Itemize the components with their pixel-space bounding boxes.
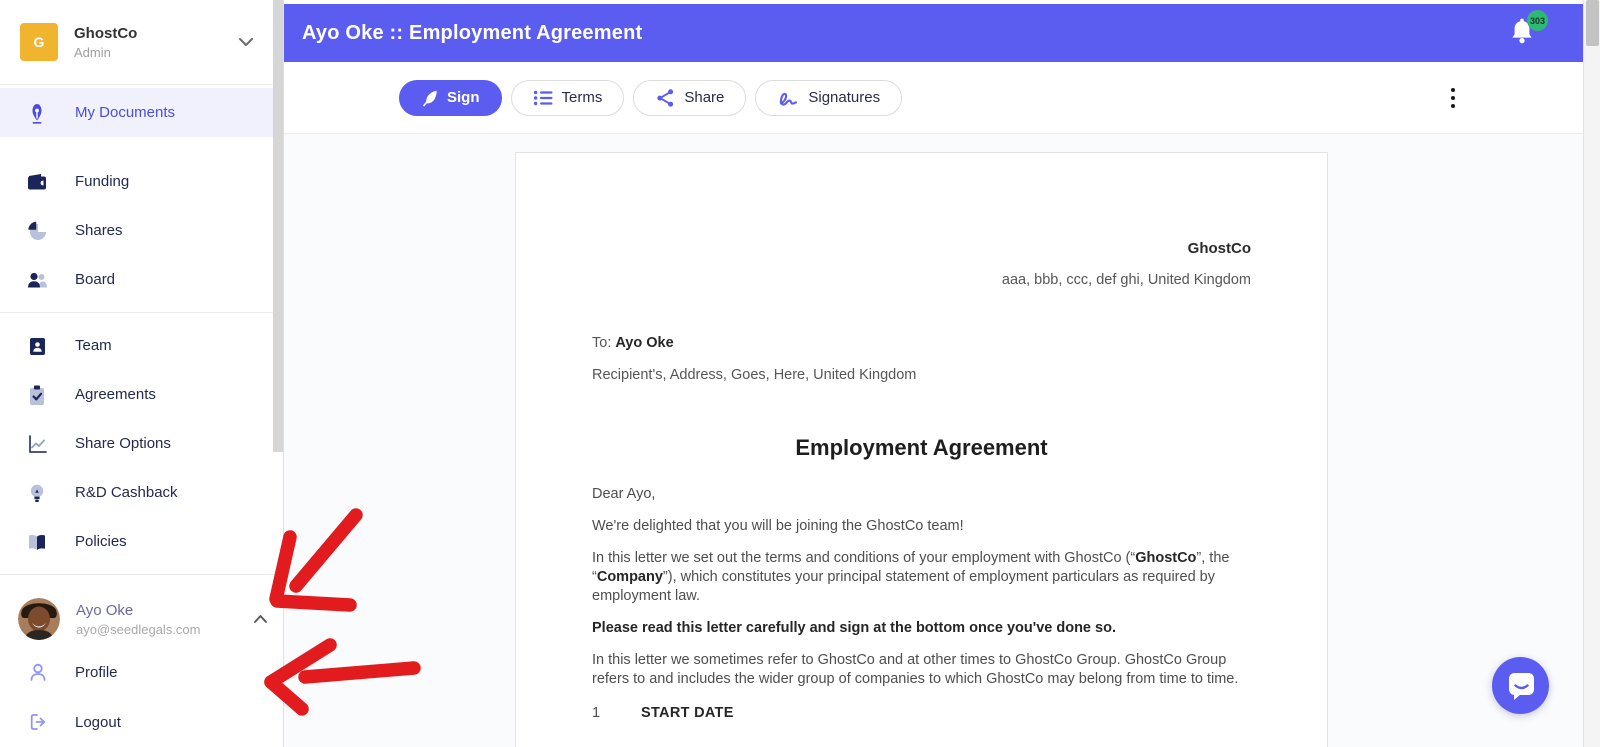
chevron-up-icon[interactable] <box>254 615 267 623</box>
sidebar-item-label: R&D Cashback <box>75 484 178 501</box>
main-area <box>284 0 1583 747</box>
sidebar <box>0 0 284 747</box>
notifications-bell-icon[interactable] <box>1509 15 1546 48</box>
user-email: ayo@seedlegals.com <box>76 621 201 637</box>
sidebar-item-funding[interactable] <box>0 157 273 206</box>
people-icon <box>25 269 49 291</box>
user-name: Ayo Oke <box>76 601 134 619</box>
share-icon <box>655 88 675 108</box>
company-address-block <box>592 239 1251 290</box>
sidebar-item-label: Share Options <box>75 435 171 452</box>
pie-chart-icon <box>25 220 49 242</box>
paragraph-terms: In this letter we set out the terms and conditions of your employment with GhostCo (“GhostCo”, the “Company”), which constitutes your principal statement of employment particulars as required by employment law. <box>592 550 1230 604</box>
sidebar-item-team[interactable] <box>0 321 273 370</box>
sidebar-item-profile[interactable] <box>0 647 283 697</box>
page-header <box>284 4 1583 62</box>
clipboard-check-icon <box>25 384 49 406</box>
divider <box>0 574 283 575</box>
company-name: GhostCo <box>74 24 138 42</box>
sidebar-item-label: Policies <box>75 533 127 550</box>
sidebar-item-label: Board <box>75 271 116 288</box>
paragraph-read-carefully: Please read this letter carefully and sign at the bottom once you've done so. <box>592 620 1116 636</box>
logout-icon <box>27 711 49 733</box>
salutation: Dear Ayo, <box>592 486 656 502</box>
company-role: Admin <box>74 44 111 60</box>
chevron-down-icon[interactable] <box>239 38 253 47</box>
terms-button[interactable] <box>511 80 625 116</box>
divider <box>0 312 283 313</box>
document-toolbar <box>284 62 1583 134</box>
person-icon <box>27 661 49 683</box>
paragraph-welcome: We're delighted that you will be joining the GhostCo team! <box>592 518 964 534</box>
company-avatar: G <box>20 23 58 61</box>
page-scrollbar[interactable] <box>1583 0 1600 747</box>
document-viewer <box>284 134 1583 747</box>
sidebar-nav <box>0 85 283 575</box>
wallet-icon <box>25 171 49 193</box>
section-number: 1 <box>592 705 601 721</box>
document-page <box>515 152 1328 747</box>
page-scrollbar-thumb[interactable] <box>1586 0 1599 46</box>
recipient-address: Recipient's, Address, Goes, Here, United Kingdom <box>592 367 917 383</box>
button-label: Signatures <box>808 89 881 106</box>
sidebar-item-label: Profile <box>75 663 118 681</box>
notification-count-badge: 303 <box>1527 10 1548 31</box>
pen-nib-icon <box>25 101 49 124</box>
sidebar-item-label: Logout <box>75 713 121 731</box>
sidebar-item-rd-cashback[interactable] <box>0 468 273 517</box>
sidebar-item-agreements[interactable] <box>0 370 273 419</box>
sidebar-item-label: Shares <box>75 222 123 239</box>
list-icon <box>533 89 553 107</box>
paragraph-group: In this letter we sometimes refer to GhostCo and at other times to GhostCo Group. GhostCo Group refers to and includes the wider group of companies to which GhostCo may belong from time to time. <box>592 652 1239 687</box>
user-meta <box>76 602 200 637</box>
sign-button[interactable] <box>399 80 502 116</box>
document-title: Employment Agreement <box>795 435 1048 460</box>
user-menu[interactable] <box>0 583 283 647</box>
chat-launcher-button[interactable] <box>1492 657 1549 714</box>
company-switcher[interactable] <box>0 0 283 85</box>
button-label: Sign <box>447 89 480 106</box>
chat-bubble-icon <box>1505 670 1537 702</box>
sidebar-item-shares[interactable] <box>0 206 273 255</box>
more-options-kebab-icon[interactable] <box>1445 82 1461 114</box>
feather-pen-icon <box>421 89 438 107</box>
button-label: Terms <box>561 89 603 106</box>
section-heading <box>592 704 1251 723</box>
recipient-name: Ayo Oke <box>615 335 674 351</box>
company-meta <box>74 25 137 60</box>
share-button[interactable] <box>633 80 746 116</box>
signature-squiggle-icon <box>777 88 799 107</box>
sidebar-item-label: Team <box>75 337 112 354</box>
recipient-block <box>592 334 1251 385</box>
doc-company-name: GhostCo <box>1187 240 1251 257</box>
sidebar-item-board[interactable] <box>0 255 273 304</box>
sidebar-item-my-documents[interactable] <box>0 88 273 137</box>
section-title: START DATE <box>641 705 734 721</box>
doc-company-address: aaa, bbb, ccc, def ghi, United Kingdom <box>1001 272 1251 288</box>
sidebar-item-share-options[interactable] <box>0 419 273 468</box>
sidebar-item-label: My Documents <box>75 104 176 121</box>
sidebar-item-label: Funding <box>75 173 130 190</box>
open-book-icon <box>25 531 49 553</box>
page-title: Ayo Oke :: Employment Agreement <box>302 21 643 44</box>
avatar <box>18 598 60 640</box>
sidebar-item-policies[interactable] <box>0 517 273 566</box>
signatures-button[interactable] <box>755 80 902 116</box>
button-label: Share <box>684 89 725 106</box>
lightbulb-icon <box>25 482 49 504</box>
sidebar-scrollbar[interactable] <box>273 0 283 452</box>
sidebar-item-label: Agreements <box>75 386 156 403</box>
line-chart-icon <box>25 433 49 455</box>
sidebar-item-logout[interactable] <box>0 697 283 747</box>
to-label: To: <box>592 335 616 351</box>
id-badge-icon <box>25 335 49 357</box>
